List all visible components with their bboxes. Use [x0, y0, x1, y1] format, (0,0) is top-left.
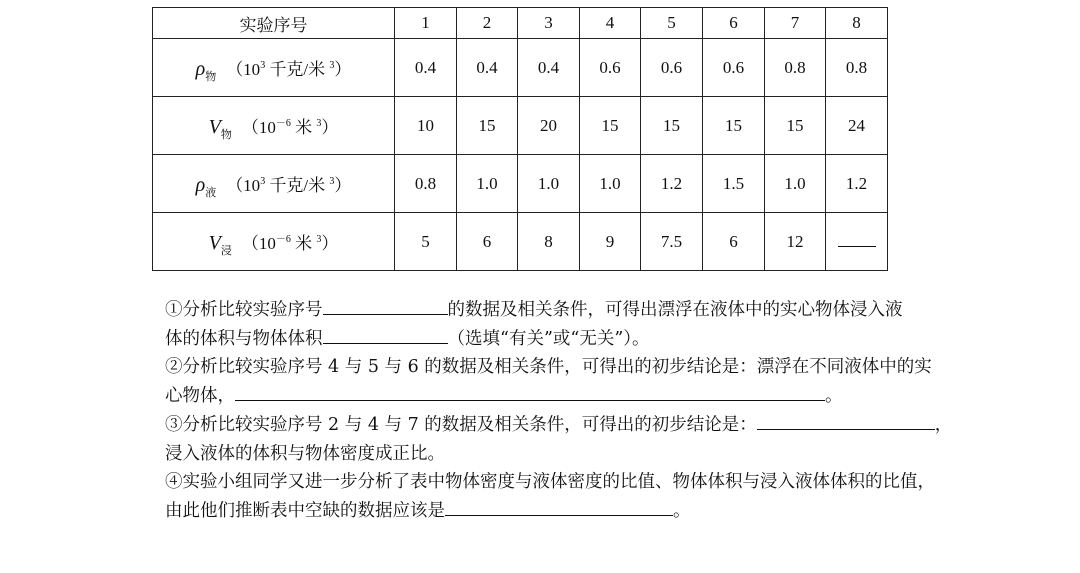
- data-cell: 15: [457, 97, 518, 155]
- unit-exponent: 3: [329, 175, 335, 187]
- question-1-line-1: ①分析比较实验序号 的数据及相关条件，可得出漂浮在液体中的实心物体浸入液: [165, 296, 995, 325]
- unit-close: ）: [334, 59, 352, 79]
- data-table: [152, 7, 888, 271]
- data-cell: 0.4: [457, 39, 518, 97]
- row-label: [153, 39, 395, 97]
- density-liquid-row: [153, 155, 888, 213]
- questions: [165, 296, 995, 526]
- quantity-symbol: V: [208, 115, 221, 138]
- answer-blank[interactable]: [235, 382, 825, 401]
- question-3-line-1: ③分析比较实验序号 2 与 4 与 7 的数据及相关条件，可得出的初步结论是： ，: [165, 411, 995, 440]
- question-4-line-2: 由此他们推断表中空缺的数据应该是 。: [165, 497, 995, 526]
- data-cell: 15: [703, 97, 765, 155]
- data-cell: 15: [765, 97, 826, 155]
- data-cell: 0.6: [641, 39, 703, 97]
- unit-exponent: 3: [329, 59, 335, 71]
- unit-exponent: 3: [316, 117, 322, 129]
- answer-blank[interactable]: [323, 325, 448, 344]
- density-object-row: [153, 39, 888, 97]
- unit-close: ）: [321, 117, 339, 137]
- data-cell: 8: [518, 213, 580, 271]
- data-cell: 1.2: [826, 155, 888, 213]
- data-cell: 1.2: [641, 155, 703, 213]
- data-cell: 15: [580, 97, 641, 155]
- question-2-line-2: 心物体， 。: [165, 382, 995, 411]
- data-cell: 0.4: [518, 39, 580, 97]
- header-row: [153, 8, 888, 39]
- data-cell[interactable]: [826, 213, 888, 271]
- unit-exponent: 3: [260, 175, 266, 187]
- row-label: [153, 155, 395, 213]
- data-cell: 1.0: [580, 155, 641, 213]
- unit-exponent: 3: [316, 233, 322, 245]
- quantity-symbol: ρ: [195, 57, 206, 80]
- data-cell: 0.8: [765, 39, 826, 97]
- unit-close: ）: [334, 175, 352, 195]
- data-cell: 6: [703, 213, 765, 271]
- unit-prefix: （10: [241, 233, 276, 253]
- data-cell: 24: [826, 97, 888, 155]
- unit-prefix: （10: [241, 117, 276, 137]
- unit-close: ）: [321, 233, 339, 253]
- unit-name: 米: [290, 233, 317, 253]
- trial-number: 4: [580, 8, 641, 39]
- question-4-line-1: ④实验小组同学又进一步分析了表中物体密度与液体密度的比值、物体体积与浸入液体体积的比值，: [165, 472, 935, 493]
- data-cell: 6: [457, 213, 518, 271]
- data-cell: 1.5: [703, 155, 765, 213]
- data-cell: 0.8: [395, 155, 457, 213]
- data-cell: 0.6: [580, 39, 641, 97]
- question-3-line-2: 浸入液体的体积与物体密度成正比。: [165, 443, 445, 464]
- missing-value-blank[interactable]: [838, 232, 876, 247]
- data-cell: 0.8: [826, 39, 888, 97]
- trial-number: 1: [395, 8, 457, 39]
- trial-number: 6: [703, 8, 765, 39]
- volume-object-row: [153, 97, 888, 155]
- unit-name: 米: [290, 117, 317, 137]
- quantity-subscript: 物: [205, 70, 217, 83]
- unit-exponent: －6: [275, 233, 291, 245]
- answer-blank[interactable]: [323, 296, 448, 315]
- header-label: 实验序号: [153, 8, 395, 39]
- trial-number: 8: [826, 8, 888, 39]
- quantity-subscript: 浸: [220, 244, 232, 257]
- unit-prefix: （10: [226, 175, 261, 195]
- volume-immersed-row: [153, 213, 888, 271]
- answer-blank[interactable]: [445, 497, 673, 516]
- answer-blank[interactable]: [757, 411, 935, 430]
- trial-number: 2: [457, 8, 518, 39]
- unit-prefix: （10: [226, 59, 261, 79]
- unit-exponent: 3: [260, 59, 266, 71]
- data-cell: 20: [518, 97, 580, 155]
- data-cell: 7.5: [641, 213, 703, 271]
- data-cell: 1.0: [765, 155, 826, 213]
- quantity-symbol: ρ: [195, 173, 206, 196]
- data-cell: 10: [395, 97, 457, 155]
- unit-exponent: －6: [275, 117, 291, 129]
- unit-name: 千克/米: [265, 175, 330, 195]
- quantity-subscript: 液: [205, 186, 217, 199]
- trial-number: 5: [641, 8, 703, 39]
- row-label: [153, 97, 395, 155]
- question-1-line-2: 体的体积与物体体积 （选填“有关”或“无关”）。: [165, 325, 995, 354]
- data-cell: 12: [765, 213, 826, 271]
- trial-number: 3: [518, 8, 580, 39]
- question-2-line-1: ②分析比较实验序号 4 与 5 与 6 的数据及相关条件，可得出的初步结论是：漂浮在不同液体中的实: [165, 357, 932, 378]
- data-cell: 0.4: [395, 39, 457, 97]
- data-cell: 0.6: [703, 39, 765, 97]
- trial-number: 7: [765, 8, 826, 39]
- data-cell: 9: [580, 213, 641, 271]
- quantity-symbol: V: [208, 231, 221, 254]
- row-label: [153, 213, 395, 271]
- data-cell: 5: [395, 213, 457, 271]
- data-cell: 1.0: [518, 155, 580, 213]
- quantity-subscript: 物: [220, 128, 232, 141]
- data-cell: 15: [641, 97, 703, 155]
- unit-name: 千克/米: [265, 59, 330, 79]
- data-cell: 1.0: [457, 155, 518, 213]
